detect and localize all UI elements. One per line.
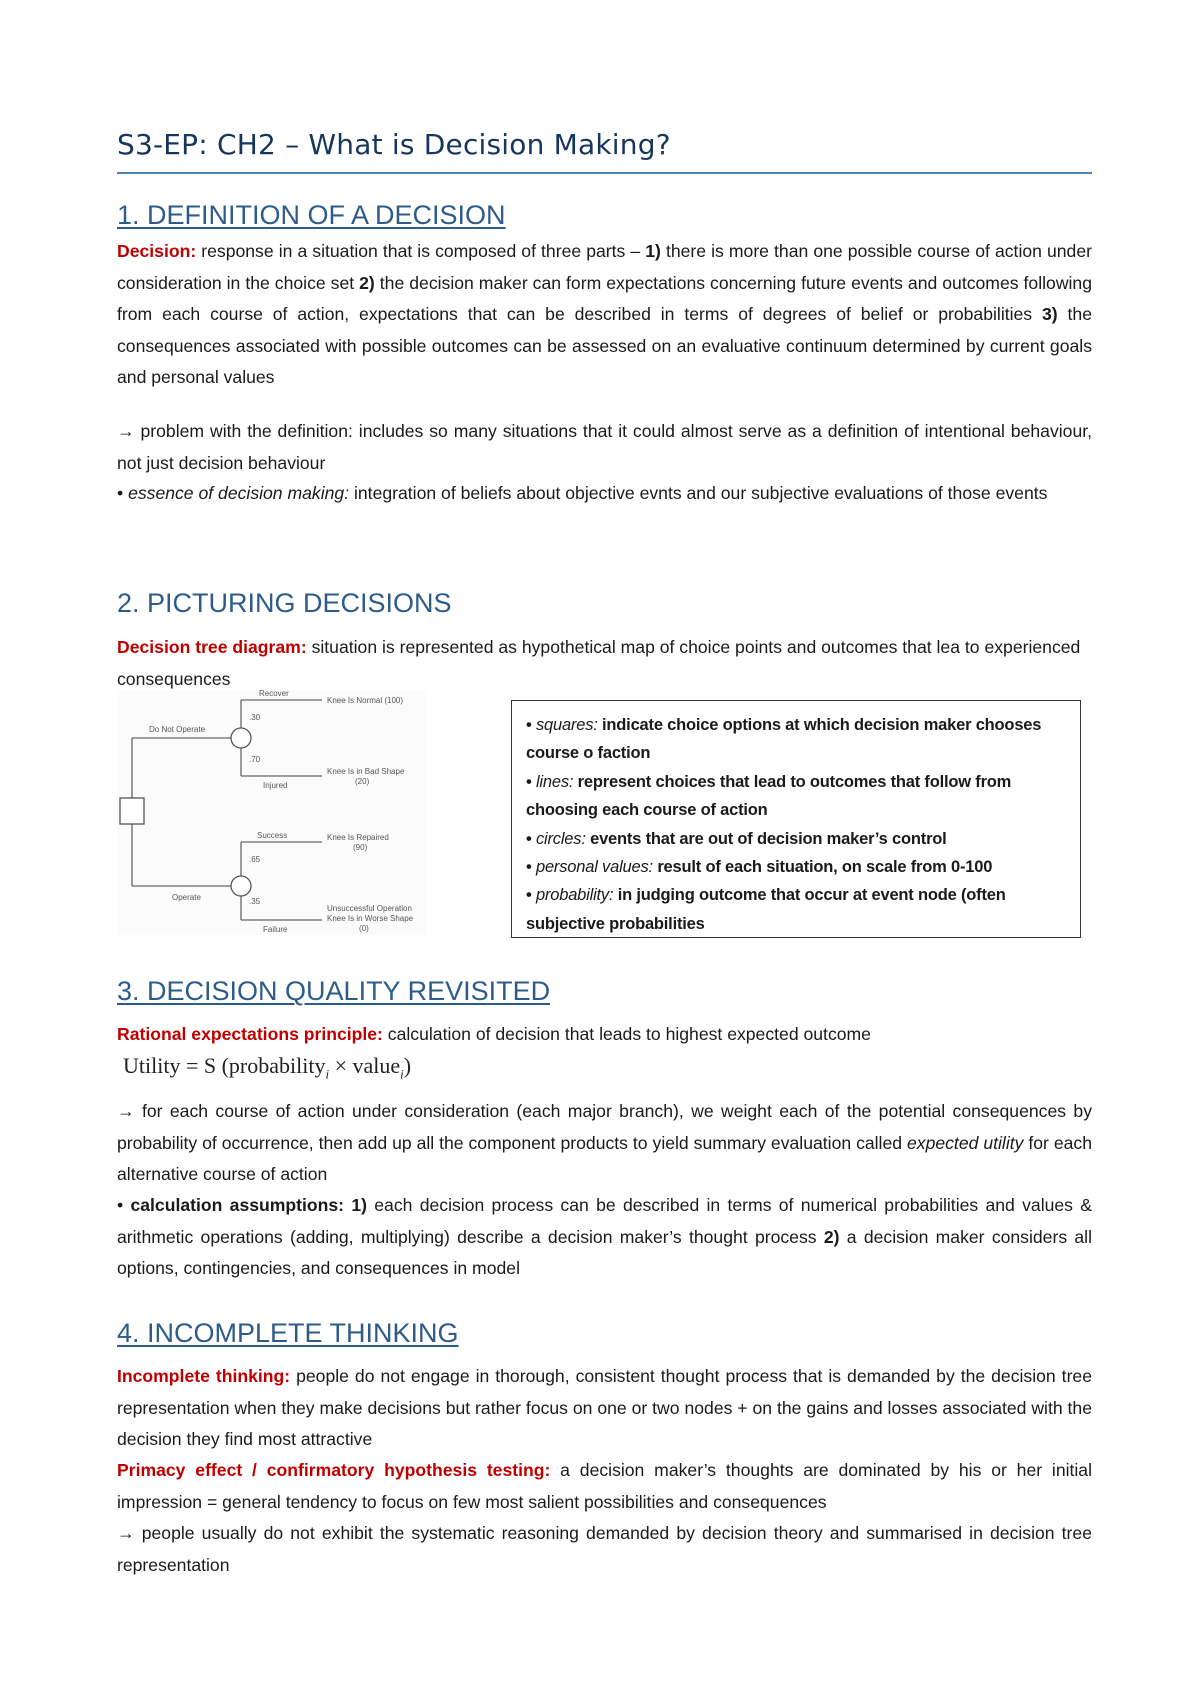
title-divider <box>117 172 1092 174</box>
event-node-circle-top <box>231 728 251 748</box>
svg-text:Do Not Operate: Do Not Operate <box>149 725 206 734</box>
svg-text:(0): (0) <box>359 924 369 933</box>
decision-tree-svg <box>117 690 427 935</box>
legend-item-squares: • squares: indicate choice options at which decision maker chooses course o faction <box>526 716 1042 763</box>
term-essence: essence of decision making: <box>128 483 350 503</box>
legend-item-circles: • circles: events that are out of decision maker’s control <box>526 829 947 848</box>
svg-text:(20): (20) <box>355 777 370 786</box>
section-3-heading: 3. DECISION QUALITY REVISITED <box>117 976 551 1006</box>
legend-item-probability: • probability: in judging outcome that occur at event node (often subjective probabilities <box>526 886 1006 933</box>
section-1-heading: 1. DEFINITION OF A DECISION <box>117 200 506 230</box>
section-3-rational: Rational expectations principle: calculation of decision that leads to highest expected outcome <box>117 1024 871 1044</box>
svg-text:(90): (90) <box>353 843 368 852</box>
legend-item-personal-values: • personal values: result of each situation, on scale from 0-100 <box>526 858 993 877</box>
svg-text:Knee Is Normal (100): Knee Is Normal (100) <box>327 696 404 705</box>
section-1-problem: → problem with the definition: includes so many situations that it could almost serve as a definition of intentional behaviour, not just decision behaviour <box>117 421 1092 473</box>
svg-text:Unsuccessful Operation: Unsuccessful Operation <box>327 904 412 913</box>
svg-text:.70: .70 <box>249 755 261 764</box>
svg-text:Recover: Recover <box>259 690 289 698</box>
choice-node-square <box>120 798 144 824</box>
svg-text:Success: Success <box>257 831 288 840</box>
document-title: S3-EP: CH2 – What is Decision Making? <box>117 128 671 161</box>
term-decision: Decision: <box>117 241 197 261</box>
term-decision-tree: Decision tree diagram: <box>117 637 307 657</box>
svg-text:Failure: Failure <box>263 925 288 934</box>
section-3-assumptions: • calculation assumptions: 1) each decision process can be described in terms of numerical probabilities and values & arithmetic operations (adding, multiplying) describe a decision maker’s thought process 2) a decision maker considers all options, contingencies, and consequences in model <box>117 1195 1092 1278</box>
section-2-definition: Decision tree diagram: situation is represented as hypothetical map of choice points and outcomes that lea to experienced consequences <box>117 637 1081 689</box>
svg-text:.35: .35 <box>249 897 261 906</box>
arrow-icon: → <box>117 1101 135 1121</box>
bullet-icon: • <box>117 483 124 503</box>
decision-tree-diagram <box>117 690 427 935</box>
arrow-icon: → <box>117 1523 135 1543</box>
svg-text:Knee Is Repaired: Knee Is Repaired <box>327 833 389 842</box>
diagram-legend-box <box>511 700 1081 938</box>
svg-text:Knee Is in Worse Shape: Knee Is in Worse Shape <box>327 914 414 923</box>
section-1-definition: Decision: response in a situation that is composed of three parts – 1) there is more than one possible course of action under consideration in the choice set 2) the decision maker can form expectations concerning future events and outcomes following from each course of action, expectations that can be described in terms of degrees of belief or probabilities 3) the consequences associated with possible outcomes can be assessed on an evaluative continuum determined by current goals and personal values <box>117 241 1093 387</box>
section-1-essence: • essence of decision making: integration of beliefs about objective evnts and our subjective evaluations of those events <box>117 483 1048 503</box>
section-2-heading: 2. PICTURING DECISIONS <box>117 588 452 618</box>
section-4-conclusion: → people usually do not exhibit the systematic reasoning demanded by decision theory and summarised in decision tree representation <box>117 1523 1092 1575</box>
svg-text:Operate: Operate <box>172 893 201 902</box>
term-rational-expectations: Rational expectations principle: <box>117 1024 383 1044</box>
term-primacy-effect: Primacy effect / confirmatory hypothesis testing: <box>117 1460 551 1480</box>
svg-text:Injured: Injured <box>263 781 288 790</box>
svg-text:.30: .30 <box>249 713 261 722</box>
bullet-icon: • <box>117 1195 124 1215</box>
arrow-icon: → <box>117 421 135 441</box>
legend-item-lines: • lines: represent choices that lead to outcomes that follow from choosing each course of action <box>526 772 1012 820</box>
section-4-heading: 4. INCOMPLETE THINKING <box>117 1318 459 1348</box>
section-4-incomplete: Incomplete thinking: people do not engage in thorough, consistent thought process that is demanded by the decision tree representation when they make decisions but rather focus on one or two nodes + on the gains and losses associated with the decision they find most attractive <box>117 1366 1092 1449</box>
section-4-primacy: Primacy effect / confirmatory hypothesis testing: a decision maker’s thoughts are dominated by his or her initial impression = general tendency to focus on few most salient possibilities and consequences <box>117 1460 1093 1512</box>
section-3-weighting: → for each course of action under consideration (each major branch), we weight each of the potential consequences by probability of occurrence, then add up all the component products to yield summary evaluation called expected utility for each alternative course of action <box>117 1101 1092 1184</box>
term-incomplete-thinking: Incomplete thinking: <box>117 1366 291 1386</box>
event-node-circle-bottom <box>231 876 251 896</box>
svg-text:.65: .65 <box>249 855 261 864</box>
svg-text:Knee Is in Bad Shape: Knee Is in Bad Shape <box>327 767 405 776</box>
utility-formula: Utility = S (probability$_i$ × value$_i$) <box>123 1053 412 1082</box>
